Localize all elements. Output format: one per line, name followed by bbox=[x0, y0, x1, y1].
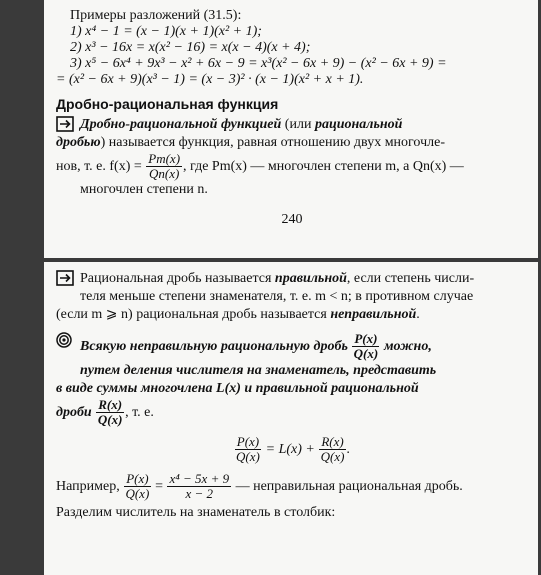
page-number: 240 bbox=[281, 212, 303, 227]
theorem-4b: , т. е. bbox=[125, 405, 154, 420]
theorem-1a: Всякую неправильную рациональную дробь bbox=[80, 339, 352, 354]
example-3a: 3) x⁵ − 6x⁴ + 9x³ − x² + 6x − 9 = x³(x² − 6x + 9) − (x² − 6x + 9) = bbox=[70, 56, 447, 71]
theorem-1b: можно, bbox=[380, 339, 432, 354]
theorem-2: путем деления числителя на знаменатель, представить bbox=[80, 363, 437, 378]
proper-line-2: теля меньше степени знаменателя, т. е. m < n; в противном случае bbox=[80, 289, 474, 304]
def-text-3b: , где Pm(x) — многочлен степени m, а Qn(x) — bbox=[183, 159, 464, 174]
def-text-1: (или bbox=[281, 117, 315, 132]
definition-block bbox=[56, 116, 528, 134]
theorem-block bbox=[56, 332, 528, 362]
examples-title: Примеры разложений (31.5): bbox=[70, 8, 242, 23]
example-line: Например, $\frac{P(x)}{Q(x)}$ = $\frac{\text{x⁴ − 5x + 9}}{x - 2}$ — неправильная рациональная дробь. bbox=[56, 471, 463, 502]
example-1: 1) x⁴ − 1 = (x − 1)(x + 1)(x² + 1); bbox=[70, 24, 262, 39]
theorem-3: в виде суммы многочлена L(x) и правильной рациональной bbox=[56, 381, 419, 396]
proper-text-c: , если степень числи- bbox=[346, 271, 475, 286]
term-fraction: дробью bbox=[56, 135, 101, 150]
proper-line-3a: (если m ⩾ n) рациональная дробь называется bbox=[56, 307, 331, 322]
term-rational-function: Дробно-рациональной функцией bbox=[80, 117, 282, 132]
theorem-target-icon bbox=[56, 332, 74, 348]
term-proper: правильной bbox=[274, 271, 347, 286]
theorem-fraction-2: $\frac{R(x)}{Q(x)}$ bbox=[97, 397, 123, 428]
theorem-4a: дроби bbox=[56, 405, 96, 420]
example-3b: = (x² − 6x + 9)(x³ − 1) = (x − 3)² · (x − 1)(x² + x + 1). bbox=[56, 72, 364, 87]
theorem-fraction-1: $\frac{P(x)}{Q(x)}$ bbox=[353, 331, 379, 362]
def-text-3a: нов, т. е. f(x) = bbox=[56, 159, 146, 174]
definition-arrow-icon bbox=[56, 270, 74, 286]
def-text-4: многочлен степени n. bbox=[80, 182, 208, 197]
term-improper: неправильной bbox=[330, 307, 417, 322]
term-rational: рациональной bbox=[314, 117, 403, 132]
proper-line-3c: . bbox=[416, 307, 420, 322]
last-line: Разделим числитель на знаменатель в столбик: bbox=[56, 505, 336, 520]
page-241 bbox=[44, 262, 538, 575]
page-240 bbox=[44, 0, 538, 258]
example-2: 2) x³ − 16x = x(x² − 16) = x(x − 4)(x + 4); bbox=[70, 40, 311, 55]
def-text-2: ) называется функция, равная отношению двух многочле- bbox=[100, 135, 445, 150]
decomposition-formula: $\frac{P(x)}{Q(x)}$ = L(x) + $\frac{R(x)}{Q(x)}$ . bbox=[236, 434, 351, 465]
def-fraction: $\frac{Pm(x)}{Qn(x)}$ bbox=[148, 151, 181, 182]
proper-text-a: Рациональная дробь называется bbox=[80, 271, 275, 286]
section-title: Дробно-рациональная функция bbox=[56, 96, 279, 112]
definition-arrow-icon bbox=[56, 116, 74, 132]
